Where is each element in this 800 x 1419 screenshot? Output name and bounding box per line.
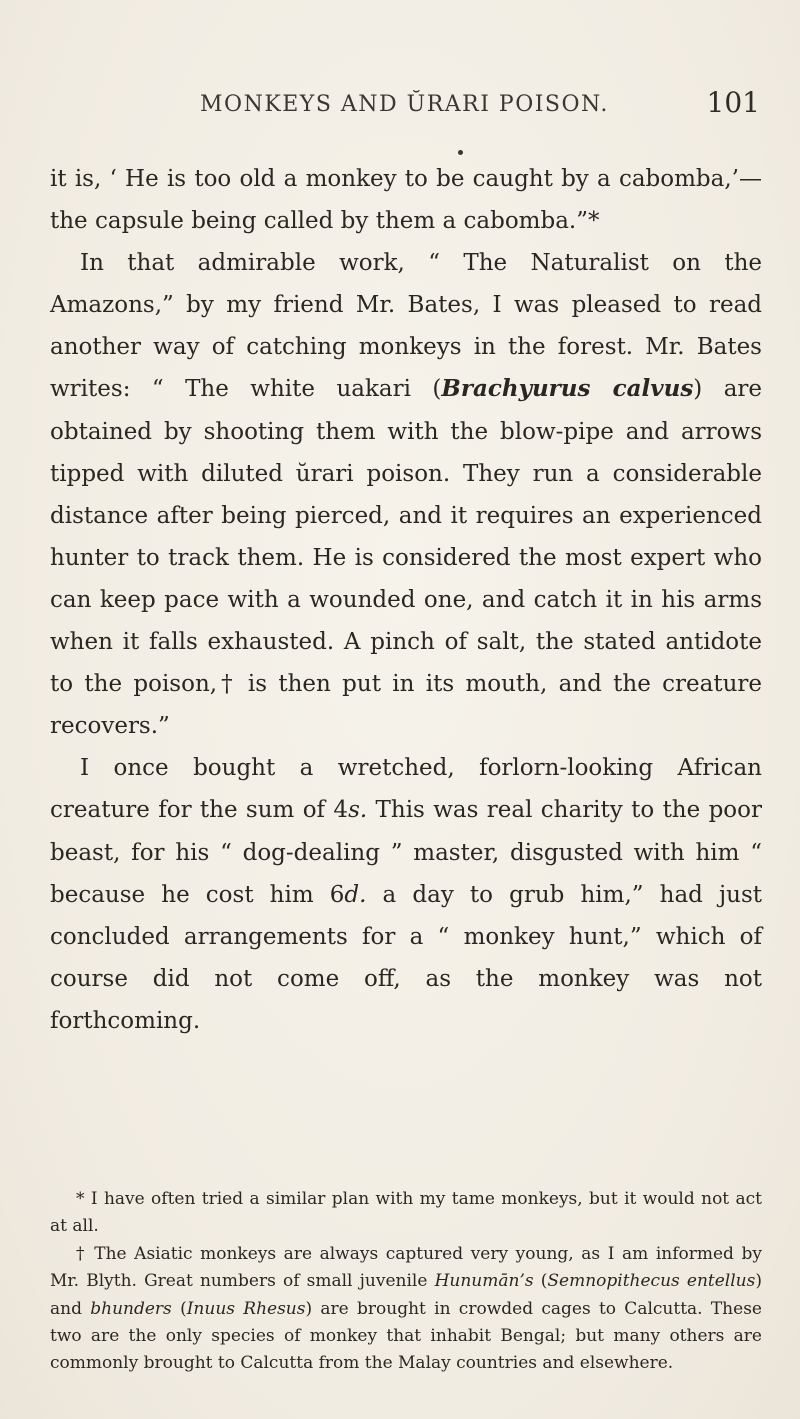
italic-text: Inuus Rhesus	[186, 1298, 306, 1319]
italic-text: d.	[344, 881, 367, 908]
text-segment: ) and	[50, 1271, 762, 1319]
text-segment: ) are obtained by shooting them with the blow-pipe and arrows tipped with diluted ŭrari poison. They run a considerable distance after being pierced, and it requires an experienced hunter to track them. He is considered the most expert who can keep pace with a wounded one, and catch it in his arms when it falls exhausted. A pinch of salt, the stated antidote to the poison,† is then put in its mouth, and the creature recovers.”	[50, 376, 763, 740]
text-segment: I once bought a wretched, forlorn-looking African creature for the sum of 4	[50, 755, 762, 824]
footnotes	[50, 1186, 762, 1378]
paragraph-1	[50, 158, 762, 242]
text-segment: In that admirable work, “ The Naturalist on the Amazons,” by my friend Mr. Bates, I was pleased to read another way of catching monkeys in the forest. Mr. Bates writes: “ The white uakari (	[50, 250, 762, 403]
running-title: MONKEYS AND ŬRARI POISON.	[200, 92, 609, 117]
text-segment: it is, ‘ He is too old a monkey to be caught by a cabomba,’—the capsule being called by them a cabomba.”*	[50, 166, 762, 235]
text-segment: ) are brought in crowded cages to Calcutta. These two are the only species of monkey that inhabit Bengal; but many others are commonly brought to Calcutta from the Malay countries and elsewhere.	[50, 1298, 762, 1374]
body-text	[50, 158, 762, 1042]
bold-italic-text: Brachyurus calvus	[441, 375, 694, 403]
italic-text: s.	[348, 797, 368, 824]
text-segment: This was real charity to the poor beast, for his “ dog-dealing ” master, disgusted with him “ because he cost him 6	[50, 797, 762, 908]
italic-text: bhunders	[90, 1298, 172, 1319]
italic-text: Hunumān’s	[434, 1271, 534, 1292]
ink-dot	[458, 150, 463, 155]
page-header	[200, 86, 760, 130]
footnote-2	[50, 1241, 762, 1378]
paragraph-3	[50, 747, 762, 1042]
text-segment: a day to grub him,” had just concluded arrangements for a “ monkey hunt,” which of course did not come off, as the monkey was not forthcoming.	[50, 881, 762, 1034]
text-segment: * I have often tried a similar plan with my tame monkeys, but it would not act at all.	[50, 1189, 762, 1237]
paragraph-2	[50, 242, 762, 747]
page-number: 101	[706, 86, 760, 119]
text-segment: † The Asiatic monkeys are always captured very young, as I am informed by Mr. Blyth. Great numbers of small juvenile	[50, 1243, 762, 1292]
italic-text: Semnopithecus entellus	[547, 1271, 756, 1292]
text-segment: (	[533, 1271, 548, 1292]
footnote-1	[50, 1186, 762, 1241]
text-segment: (	[171, 1298, 187, 1319]
